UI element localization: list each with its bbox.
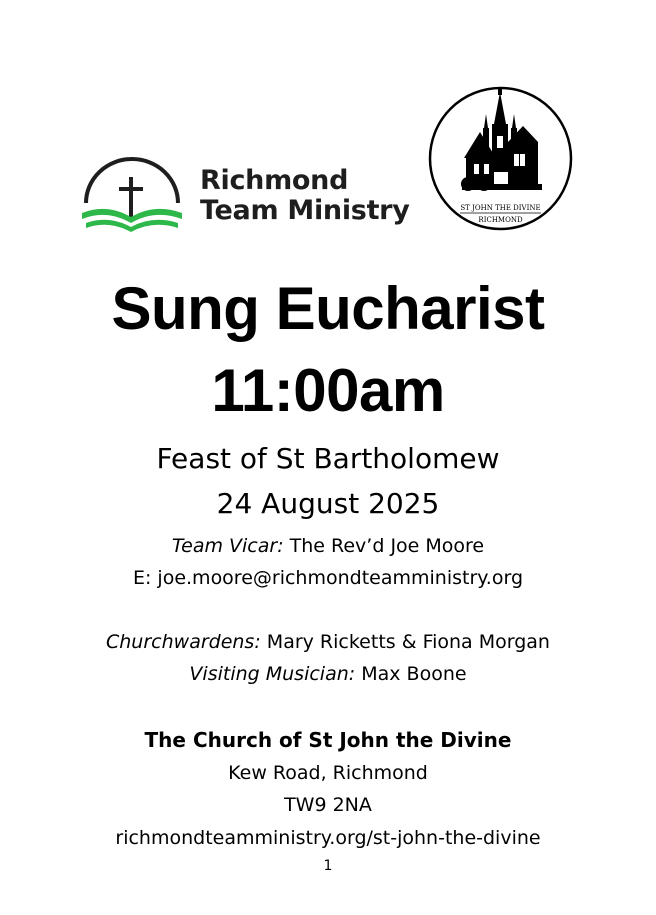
ministry-wordmark bbox=[200, 166, 410, 226]
churchwardens-label: Churchwardens: bbox=[106, 631, 261, 653]
st-john-the-divine-seal bbox=[428, 86, 573, 231]
ministry-name-line1: Richmond bbox=[200, 165, 349, 196]
team-vicar-name: The Rev’d Joe Moore bbox=[289, 535, 485, 557]
musician-label: Visiting Musician: bbox=[189, 663, 356, 685]
church-website[interactable]: richmondteamministry.org/st-john-the-divine bbox=[115, 827, 541, 849]
musician-name: Max Boone bbox=[361, 663, 467, 685]
service-time: 11:00am bbox=[211, 357, 445, 424]
churchwardens-line bbox=[0, 629, 656, 655]
church-name: The Church of St John the Divine bbox=[144, 728, 512, 752]
email-line bbox=[0, 565, 656, 591]
email-address[interactable]: joe.moore@richmondteamministry.org bbox=[157, 567, 524, 589]
service-title: Sung Eucharist bbox=[111, 275, 545, 342]
team-vicar-line bbox=[0, 533, 656, 559]
seal-text-line2: RICHMOND bbox=[478, 216, 523, 224]
seal-text-line1: ST JOHN THE DIVINE bbox=[460, 204, 541, 212]
service-date: 24 August 2025 bbox=[216, 487, 440, 520]
cross-icon bbox=[129, 177, 133, 217]
richmond-team-ministry-logo bbox=[82, 157, 182, 235]
churchwardens-names: Mary Ricketts & Fiona Morgan bbox=[266, 631, 550, 653]
team-vicar-label: Team Vicar: bbox=[171, 535, 284, 557]
church-address: Kew Road, Richmond bbox=[228, 762, 428, 784]
church-postcode: TW9 2NA bbox=[284, 794, 372, 816]
page-number: 1 bbox=[323, 858, 333, 874]
ministry-name-line2: Team Ministry bbox=[200, 195, 410, 226]
email-label: E: bbox=[132, 567, 152, 589]
feast-name: Feast of St Bartholomew bbox=[156, 442, 500, 475]
musician-line bbox=[0, 661, 656, 687]
